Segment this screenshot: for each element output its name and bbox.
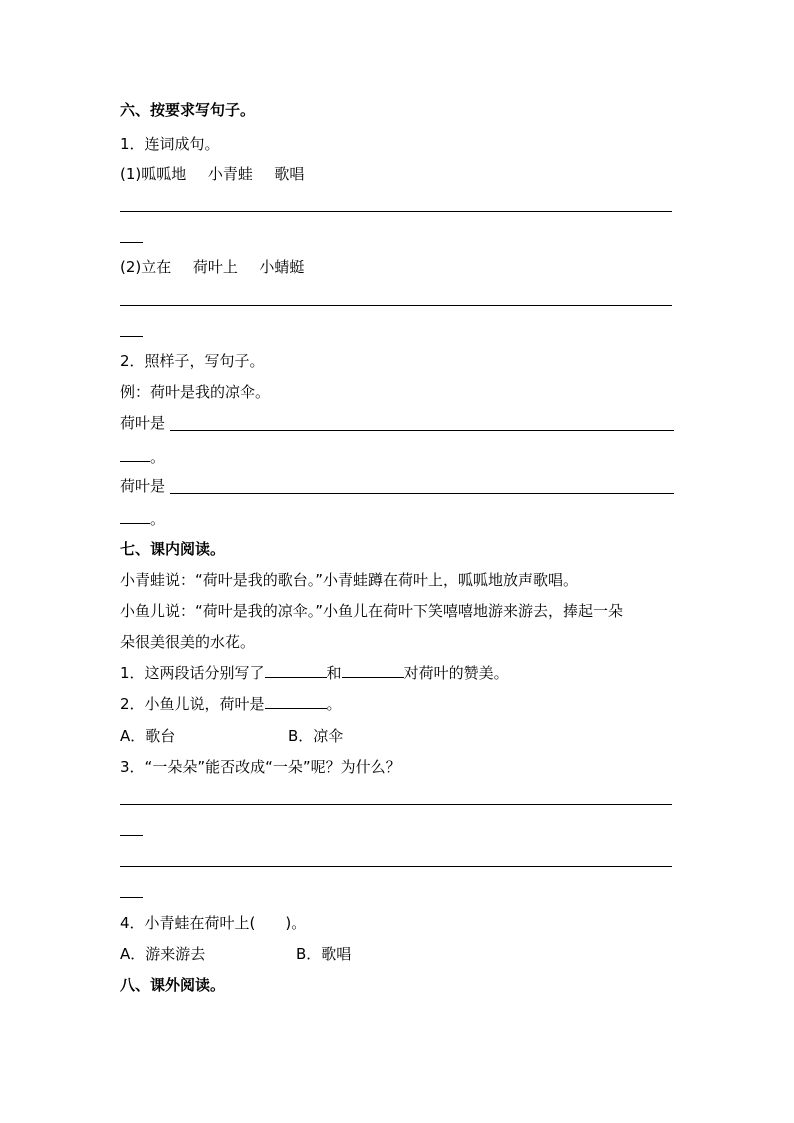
s6-q2-label: 2．照样子，写句子。 <box>120 352 265 370</box>
answer-line-stub <box>120 336 143 337</box>
answer-line-stub <box>120 897 143 898</box>
s6-q1-label: 1．连词成句。 <box>120 135 220 153</box>
passage-paragraph-1: 小青蛙说：“荷叶是我的歌台。”小青蛙蹲在荷叶上，呱呱地放声歌唱。 <box>120 571 579 589</box>
end-mark: 。 <box>150 510 166 528</box>
q1-middle: 和 <box>326 664 342 682</box>
section-6-heading: 六、按要求写句子。 <box>120 101 256 119</box>
word-3: 小蜻蜓 <box>259 258 305 276</box>
s6-q2-ending-2 <box>120 509 165 529</box>
s7-q4: 4．小青蛙在荷叶上( )。 <box>120 914 307 932</box>
blank-2[interactable] <box>342 663 404 678</box>
word-2: 荷叶上 <box>192 258 238 276</box>
word-3: 歌唱 <box>274 165 305 183</box>
s6-q2-ending-1 <box>120 447 165 467</box>
blank[interactable] <box>265 694 327 709</box>
s7-q2-option-b[interactable]: B．凉伞 <box>288 727 344 745</box>
s6-q1-item2 <box>120 257 304 277</box>
word-1: 立在 <box>141 258 172 276</box>
word-2: 小青蛙 <box>207 165 253 183</box>
s6-q2-prompt-2: 荷叶是 <box>120 477 166 495</box>
answer-line[interactable] <box>120 305 672 306</box>
passage-paragraph-2-line-1: 小鱼儿说：“荷叶是我的凉伞。”小鱼儿在荷叶下笑嘻嘻地游来游去，捧起一朵 <box>120 602 624 620</box>
answer-line-stub <box>120 835 143 836</box>
section-8-heading: 八、课外阅读。 <box>120 976 226 994</box>
answer-line[interactable] <box>170 430 674 431</box>
end-mark: 。 <box>150 448 166 466</box>
answer-line[interactable] <box>170 493 674 494</box>
answer-line-stub <box>120 447 150 462</box>
section-7-heading: 七、课内阅读。 <box>120 540 226 558</box>
passage-paragraph-2-line-2: 朵很美很美的水花。 <box>120 633 256 651</box>
s7-q1 <box>120 663 509 683</box>
answer-line[interactable] <box>120 866 672 867</box>
s6-q2-prompt-1: 荷叶是 <box>120 414 166 432</box>
q1-prefix: 1．这两段话分别写了 <box>120 664 265 682</box>
s6-q1-item1 <box>120 164 304 184</box>
s7-q3: 3．“一朵朵”能否改成“一朵”呢？为什么？ <box>120 758 401 776</box>
s7-q4-option-b[interactable]: B．歌唱 <box>296 945 352 963</box>
s7-q4-option-a[interactable]: A．游来游去 <box>120 945 206 963</box>
answer-line-stub <box>120 242 143 243</box>
s6-q2-example: 例：荷叶是我的凉伞。 <box>120 383 271 401</box>
s7-q2-option-a[interactable]: A．歌台 <box>120 727 176 745</box>
item-number: (1) <box>120 165 142 183</box>
word-1: 呱呱地 <box>141 165 187 183</box>
answer-line-stub <box>120 509 150 524</box>
q2-prefix: 2．小鱼儿说，荷叶是 <box>120 695 265 713</box>
blank-1[interactable] <box>265 663 327 678</box>
q1-suffix: 对荷叶的赞美。 <box>403 664 509 682</box>
s7-q2 <box>120 694 342 714</box>
answer-line[interactable] <box>120 804 672 805</box>
answer-line[interactable] <box>120 211 672 212</box>
item-number: (2) <box>120 258 142 276</box>
q2-suffix: 。 <box>326 695 342 713</box>
